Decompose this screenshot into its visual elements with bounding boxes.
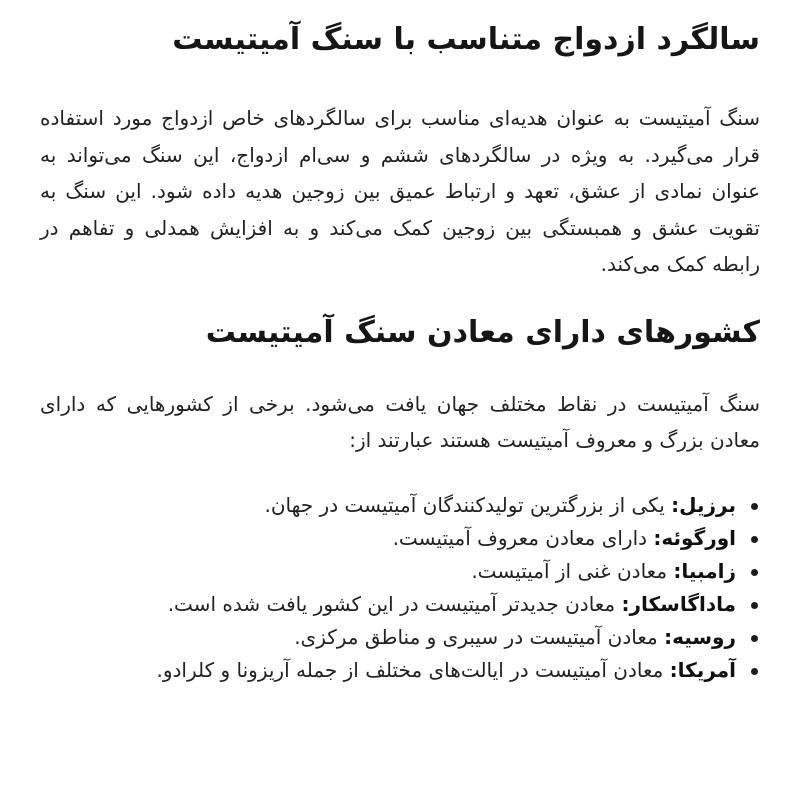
country-name: برزیل: — [671, 492, 736, 517]
bullet-icon — [751, 668, 758, 675]
countries-list — [40, 489, 760, 687]
country-description: معادن جدیدتر آمیتیست در این کشور یافت شده است. — [167, 591, 622, 616]
anniversary-paragraph: سنگ آمیتیست به عنوان هدیه‌ای مناسب برای سالگردهای خاص ازدواج مورد استفاده قرار می‌گیرد. به ویژه در سالگردهای ششم و سی‌ام ازدواج، این سنگ می‌تواند به عنوان نمادی از عشق، تعهد و ارتباط عمیق بین زوجین هدیه داده شود. این سنگ به تقویت عشق و همبستگی بین زوجین کمک می‌کند و به افزایش همدلی و تفاهم در رابطه کمک می‌کند. — [40, 106, 760, 276]
country-description: یکی از بزرگترین تولیدکنندگان آمیتیست در جهان. — [264, 492, 672, 517]
country-description: معادن آمیتیست در ایالت‌های مختلف از جمله آریزونا و کلرادو. — [156, 657, 670, 682]
list-item — [40, 621, 736, 654]
list-item — [40, 588, 736, 621]
list-item — [40, 489, 736, 522]
country-description: معادن آمیتیست در سیبری و مناطق مرکزی. — [294, 624, 665, 649]
section-title-mining-countries: کشورهای دارای معادن سنگ آمیتیست — [205, 314, 760, 350]
bullet-icon — [751, 569, 758, 576]
country-name: آمریکا: — [669, 657, 736, 682]
bullet-icon — [751, 635, 758, 642]
country-description: دارای معادن معروف آمیتیست. — [392, 525, 654, 550]
list-item — [40, 654, 736, 687]
section-title-anniversary: سالگرد ازدواج متناسب با سنگ آمیتیست — [172, 22, 760, 57]
country-name: ماداگاسکار: — [621, 591, 736, 616]
country-description: معادن غنی از آمیتیست. — [471, 558, 674, 583]
country-name: روسیه: — [664, 624, 736, 649]
bullet-icon — [751, 536, 758, 543]
country-name: اورگوئه: — [653, 525, 736, 550]
list-item — [40, 522, 736, 555]
bullet-icon — [751, 503, 758, 510]
bullet-icon — [751, 602, 758, 609]
list-item — [40, 555, 736, 588]
country-name: زامبیا: — [673, 558, 736, 583]
mining-countries-paragraph: سنگ آمیتیست در نقاط مختلف جهان یافت می‌شود. برخی از کشورهایی که دارای معادن بزرگ و معروف آمیتیست هستند عبارتند از: — [40, 391, 760, 452]
